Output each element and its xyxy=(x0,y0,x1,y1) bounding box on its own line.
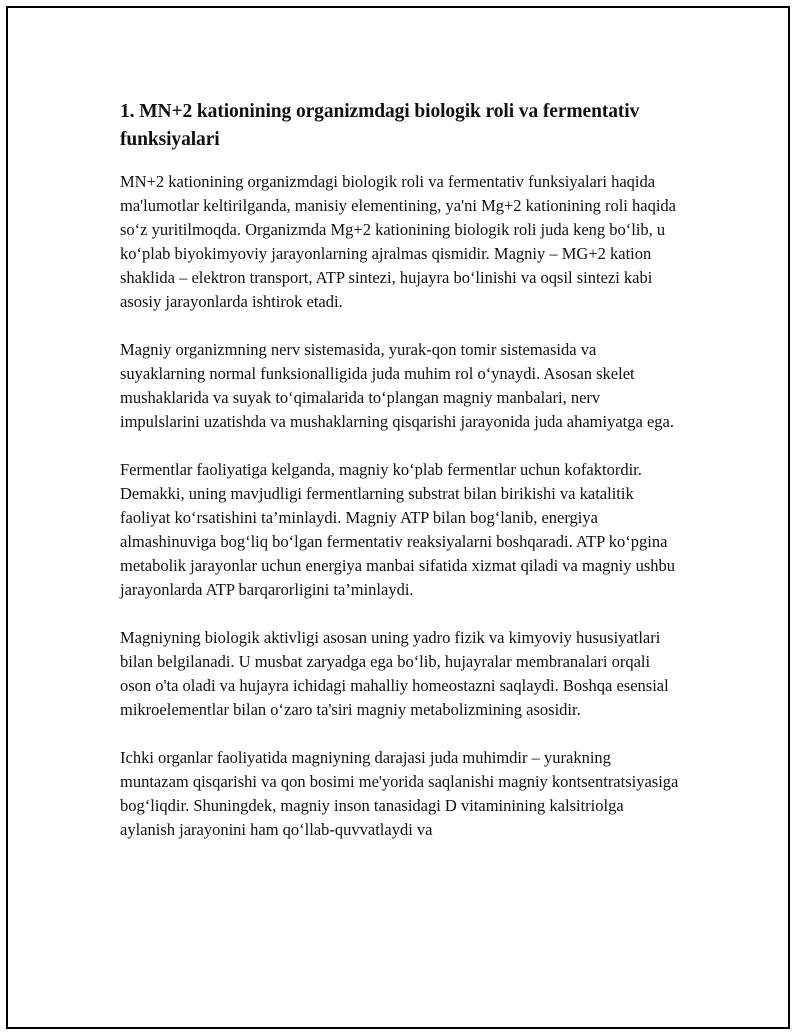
document-title: 1. MN+2 kationining organizmdagi biologik roli va fermentativ funksiyalari xyxy=(120,101,640,150)
paragraph-1: MN+2 kationining organizmdagi biologik roli va fermentativ funksiyalari haqida ma'lumotlar keltirilganda, manisiy elementining, ya'ni Mg+2 kationining roli haqida so‘z yuritilmoqda. Organizmda Mg+2 kationining biologik roli juda keng bo‘lib, u ko‘plab biyokimyoviy jarayonlarning ajralmas qismidir. Magniy – MG+2 kation shaklida – elektron transport, ATP sintezi, hujayra bo‘linishi va oqsil sintezi kabi asosiy jarayonlarda ishtirok etadi. xyxy=(120,172,676,311)
document-body xyxy=(120,98,680,866)
paragraph-4: Magniyning biologik aktivligi asosan uning yadro fizik va kimyoviy hususiyatlari bilan belgilanadi. U musbat zaryadga ega bo‘lib, hujayralar membranalari orqali oson o'ta oladi va hujayra ichidagi mahalliy homeostazni saqlaydi. Boshqa esensial mikroelementlar bilan o‘zaro ta'siri magniy metabolizmining asosidir. xyxy=(120,628,669,719)
document-page xyxy=(6,6,790,1029)
paragraph-3: Fermentlar faoliyatiga kelganda, magniy ko‘plab fermentlar uchun kofaktordir. Demakki, uning mavjudligi fermentlarning substrat bilan birikishi va katalitik faoliyat ko‘rsatishini ta’minlaydi. Magniy ATP bilan bog‘lanib, energiya almashinuviga bog‘liq bo‘lgan fermentativ reaksiyalarni boshqaradi. ATP ko‘pgina metabolik jarayonlar uchun energiya manbai sifatida xizmat qiladi va magniy ushbu jarayonlarda ATP barqarorligini ta’minlaydi. xyxy=(120,460,676,599)
paragraph-2: Magniy organizmning nerv sistemasida, yurak-qon tomir sistemasida va suyaklarning normal funksionalligida juda muhim rol o‘ynaydi. Asosan skelet mushaklarida va suyak to‘qimalarida to‘plangan magniy manbalari, nerv impulslarini uzatishda va mushaklarning qisqarishi jarayonida juda ahamiyatga ega. xyxy=(120,340,674,431)
paragraph-5: Ichki organlar faoliyatida magniyning darajasi juda muhimdir – yurakning muntazam qisqarishi va qon bosimi me'yorida saqlanishi magniy kontsentratsiyasiga bog‘liqdir. Shuningdek, magniy inson tanasidagi D vitaminining kalsitriolga aylanish jarayonini ham qo‘llab-quvvatlaydi va xyxy=(120,748,679,839)
